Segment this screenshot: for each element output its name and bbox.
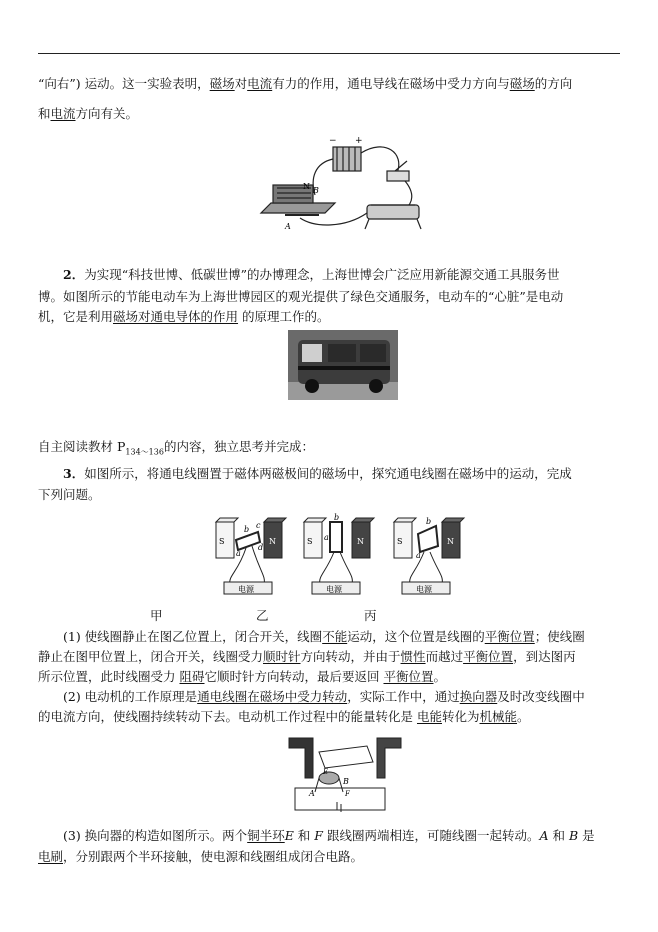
q2-line3: 机，它是利用磁场对通电导体的作用 的原理工作的。 bbox=[38, 309, 330, 324]
N-label: N bbox=[303, 182, 310, 191]
item1-line2: 静止在图甲位置上，闭合开关，线圈受力顺时针方向转动，并由于惯性而越过平衡位置，到达图丙 bbox=[38, 649, 576, 664]
supply-label-1: 电源 bbox=[238, 585, 254, 594]
S-label-2: S bbox=[307, 537, 313, 546]
a-label-3: a bbox=[416, 551, 421, 560]
q3-line1: 3．如图所示，将通电线圈置于磁体两磁极间的磁场中，探究通电线圈在磁场中的运动，完成 bbox=[63, 466, 572, 481]
d-label-1: d bbox=[258, 543, 264, 552]
N-label-4: N bbox=[297, 765, 304, 774]
B-label: B bbox=[313, 186, 319, 195]
item3-line1: (3) 换向器的构造如图所示。两个铜半环E 和 F 跟线圈两端相连，可随线圈一起转动。A 和 B 是 bbox=[63, 828, 595, 843]
S-label-1: S bbox=[219, 537, 225, 546]
N-label-2: N bbox=[357, 537, 364, 546]
caption-yi: 乙 bbox=[256, 608, 269, 623]
c-label-1: c bbox=[256, 521, 261, 530]
commutator-figure bbox=[285, 732, 405, 814]
item1-line1: (1) 使线圈静止在图乙位置上，闭合开关，线圈不能运动，这个位置是线圈的平衡位置；使线圈 bbox=[63, 629, 585, 644]
reading-line: 自主阅读教材 $P_{134\sim 136}$的内容，独立思考并完成： bbox=[38, 439, 314, 457]
q2-line2: 博。如图所示的节能电动车为上海世博园区的观光提供了绿色交通服务，电动车的“心脏”是电动 bbox=[38, 289, 564, 304]
B-label-4: B bbox=[343, 777, 349, 786]
F-label-4: F bbox=[345, 790, 350, 798]
q3-line2: 下列问题。 bbox=[38, 487, 101, 502]
caption-bing: 丙 bbox=[364, 608, 377, 623]
plus-label: + bbox=[355, 136, 363, 146]
S-label-3: S bbox=[397, 537, 403, 546]
item3-line2: 电刷，分别跟两个半环接触，使电源和线圈组成闭合电路。 bbox=[38, 849, 364, 864]
supply-label-2: 电源 bbox=[326, 585, 342, 594]
b-label-1: b bbox=[244, 525, 250, 534]
coil-positions-figure bbox=[208, 512, 478, 602]
A-label-4: A bbox=[309, 789, 315, 798]
A-label: A bbox=[285, 222, 291, 231]
S-label-4: S bbox=[389, 765, 395, 774]
N-label-3: N bbox=[447, 537, 454, 546]
b-label-2: b bbox=[334, 513, 340, 522]
header-rule bbox=[38, 53, 620, 54]
a-label-2: a bbox=[324, 533, 329, 542]
N-label-1: N bbox=[269, 537, 276, 546]
item1-line3: 所示位置，此时线圈受力 阻碍它顺时针方向转动，最后要返回 平衡位置。 bbox=[38, 669, 447, 684]
minus-label: − bbox=[329, 136, 337, 146]
para1-line2: 和电流方向有关。 bbox=[38, 106, 139, 121]
para1-line1: “向右”) 运动。这一实验表明，磁场对电流有力的作用，通电导线在磁场中受力方向与磁场的方向 bbox=[38, 76, 573, 91]
electric-car-photo bbox=[288, 330, 398, 400]
item2-line2: 的电流方向，使线圈持续转动下去。电动机工作过程中的能量转化是 电能转化为机械能。 bbox=[38, 709, 530, 724]
q2-line1: 2．为实现“科技世博、低碳世博”的办博理念，上海世博会广泛应用新能源交通工具服务世 bbox=[63, 267, 560, 282]
supply-label-3: 电源 bbox=[416, 585, 432, 594]
b-label-3: b bbox=[426, 517, 432, 526]
E-label-4: E bbox=[323, 768, 329, 776]
circuit-figure bbox=[255, 133, 440, 233]
a-label-1: a bbox=[236, 549, 241, 558]
item2-line1: (2) 电动机的工作原理是通电线圈在磁场中受力转动，实际工作中，通过换向器及时改变线圈中 bbox=[63, 689, 585, 704]
caption-jia: 甲 bbox=[150, 608, 163, 623]
